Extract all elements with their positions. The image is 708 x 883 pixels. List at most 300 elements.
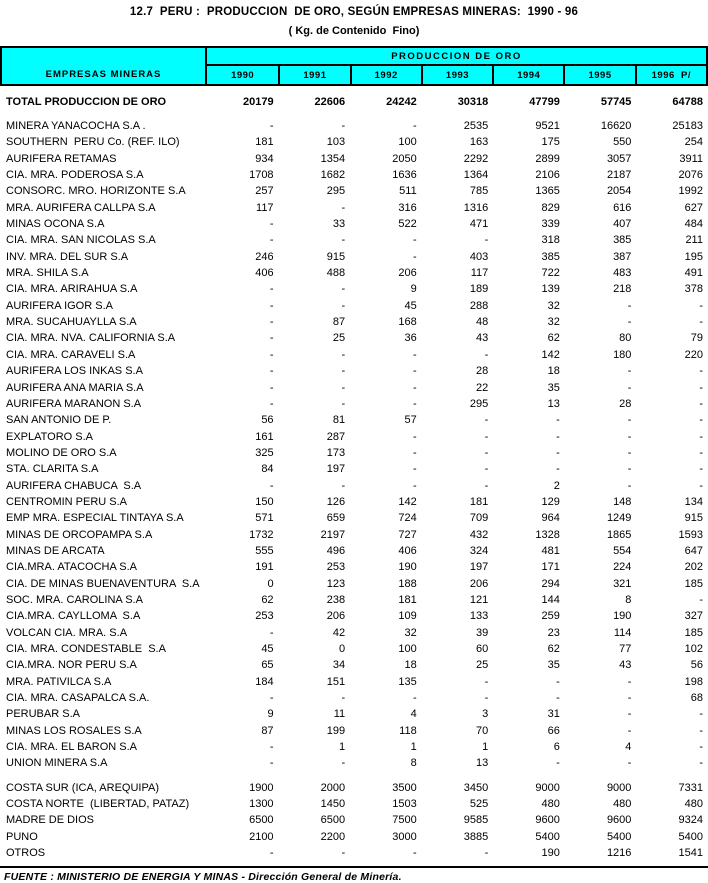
value-cell: 5400 xyxy=(535,830,560,843)
value-cell: 647 xyxy=(684,544,703,557)
value-cell: 385 xyxy=(613,234,632,247)
value-cell: 1593 xyxy=(678,528,703,541)
value-cell: 25 xyxy=(332,332,346,345)
value-cell: 100 xyxy=(398,136,417,149)
value-cell: - xyxy=(556,675,560,688)
company-name: MINAS OCONA S.A xyxy=(6,218,105,231)
value-cell: 9000 xyxy=(606,781,632,794)
value-cell: 189 xyxy=(469,283,489,296)
value-cell: - xyxy=(556,446,560,459)
table-row xyxy=(0,608,708,624)
value-cell: 206 xyxy=(469,577,489,590)
table-row xyxy=(0,134,708,150)
value-cell: 2197 xyxy=(320,528,346,541)
value-cell: 206 xyxy=(398,267,417,280)
value-cell: - xyxy=(627,692,632,705)
value-cell: 62 xyxy=(547,643,560,655)
value-cell: 321 xyxy=(613,577,632,590)
value-cell: - xyxy=(484,479,489,492)
value-cell: 5400 xyxy=(606,830,632,843)
value-cell: 257 xyxy=(255,185,274,198)
value-cell: 198 xyxy=(684,675,703,688)
value-cell: 56 xyxy=(261,414,274,427)
value-cell: - xyxy=(484,463,489,476)
table-row xyxy=(0,461,708,477)
value-cell: 324 xyxy=(469,544,489,557)
value-cell: - xyxy=(627,365,632,378)
value-cell: - xyxy=(627,381,632,394)
value-cell: 133 xyxy=(469,610,489,623)
value-cell: 117 xyxy=(470,267,489,280)
value-cell: 246 xyxy=(255,250,274,263)
value-cell: 64788 xyxy=(672,96,703,108)
value-cell: 139 xyxy=(541,283,560,296)
value-cell: 77 xyxy=(619,643,632,655)
company-name: AURIFERA LOS INKAS S.A xyxy=(6,365,143,378)
value-cell: 57 xyxy=(404,414,417,427)
value-cell: - xyxy=(269,348,274,361)
value-cell: - xyxy=(413,847,417,860)
value-cell: - xyxy=(413,430,417,443)
value-cell: 42 xyxy=(332,626,346,639)
value-cell: 9600 xyxy=(535,814,560,827)
value-cell: 191 xyxy=(255,561,274,574)
value-cell: - xyxy=(627,446,632,459)
company-name: CIA. MRA. NVA. CALIFORNIA S.A xyxy=(6,332,176,345)
value-cell: 121 xyxy=(469,593,489,606)
table-row xyxy=(0,429,708,445)
value-cell: 181 xyxy=(255,136,274,149)
value-cell: 1300 xyxy=(249,798,274,811)
value-cell: 491 xyxy=(684,267,703,280)
value-cell: 199 xyxy=(326,724,346,737)
table-row xyxy=(0,412,708,428)
value-cell: 135 xyxy=(398,675,417,688)
value-cell: 387 xyxy=(613,250,632,263)
value-cell: 1450 xyxy=(320,798,346,811)
value-cell: 43 xyxy=(619,659,632,672)
value-cell: - xyxy=(484,348,489,361)
company-name: CIA. MRA. CARAVELI S.A xyxy=(6,348,136,361)
value-cell: - xyxy=(341,365,346,378)
table-row xyxy=(0,812,708,828)
table-row xyxy=(0,232,708,248)
value-cell: - xyxy=(627,299,632,312)
value-cell: 197 xyxy=(469,561,489,574)
value-cell: 181 xyxy=(469,495,489,508)
value-cell: 3500 xyxy=(392,781,417,794)
table-row xyxy=(0,330,708,346)
value-cell: 103 xyxy=(326,136,346,149)
company-name: MINAS LOS ROSALES S.A xyxy=(6,724,142,737)
value-cell: 1865 xyxy=(606,528,632,541)
value-cell: - xyxy=(699,446,703,459)
company-name: CIA. MRA. SAN NICOLAS S.A xyxy=(6,234,156,247)
value-cell: - xyxy=(269,757,274,770)
value-cell: 9324 xyxy=(678,814,703,827)
value-cell: 915 xyxy=(684,512,703,525)
value-cell: - xyxy=(699,463,703,476)
value-cell: 724 xyxy=(398,512,417,525)
value-cell: 168 xyxy=(398,316,417,329)
value-cell: 62 xyxy=(261,593,274,606)
value-cell: 2054 xyxy=(606,185,632,198)
region-name: COSTA SUR (ICA, AREQUIPA) xyxy=(6,781,160,794)
value-cell: 80 xyxy=(619,332,632,345)
table-row xyxy=(0,445,708,461)
value-cell: - xyxy=(699,397,703,410)
value-cell: 8 xyxy=(410,757,417,770)
value-cell: - xyxy=(413,381,417,394)
year-column-header: 1996 P/ xyxy=(635,66,706,84)
table-row xyxy=(0,494,708,510)
company-name: EMP MRA. ESPECIAL TINTAYA S.A xyxy=(6,512,184,525)
year-column-header: 1992 xyxy=(350,66,421,84)
value-cell: 43 xyxy=(476,332,489,345)
value-cell: - xyxy=(484,414,489,427)
value-cell: 16620 xyxy=(600,120,632,132)
value-cell: 2050 xyxy=(392,152,417,165)
value-cell: 287 xyxy=(326,430,346,443)
table-row xyxy=(0,281,708,297)
company-name: SOC. MRA. CAROLINA S.A xyxy=(6,593,143,606)
value-cell: 915 xyxy=(326,250,346,263)
value-cell: - xyxy=(269,234,274,247)
value-cell: 1 xyxy=(482,741,489,754)
value-cell: 325 xyxy=(255,446,274,459)
table-row xyxy=(0,93,708,111)
value-cell: - xyxy=(269,847,274,860)
company-name: CIA.MRA. ATACOCHA S.A xyxy=(6,561,138,574)
value-cell: 295 xyxy=(326,185,346,198)
value-cell: 9521 xyxy=(535,120,560,132)
value-cell: 288 xyxy=(469,299,489,312)
value-cell: 1636 xyxy=(392,169,417,182)
table-row xyxy=(0,216,708,232)
company-name: MINAS DE ARCATA xyxy=(6,544,105,557)
value-cell: 1 xyxy=(339,741,346,754)
value-cell: - xyxy=(556,430,560,443)
value-cell: 188 xyxy=(398,577,417,590)
table-row xyxy=(0,674,708,690)
value-cell: 102 xyxy=(684,643,703,655)
value-cell: 220 xyxy=(684,348,703,361)
value-cell: 84 xyxy=(261,463,274,476)
value-cell: 25 xyxy=(476,659,489,672)
company-name: CIA. MRA. CONDESTABLE S.A xyxy=(6,643,166,655)
value-cell: 2106 xyxy=(535,169,560,182)
year-column-header: 1994 xyxy=(492,66,563,84)
value-cell: 163 xyxy=(469,136,489,149)
value-cell: - xyxy=(269,218,274,231)
table-row xyxy=(0,314,708,330)
value-cell: - xyxy=(627,316,632,329)
value-cell: 7331 xyxy=(678,781,703,794)
value-cell: 1249 xyxy=(606,512,632,525)
value-cell: 18 xyxy=(547,365,560,378)
value-cell: 1354 xyxy=(320,152,346,165)
value-cell: 81 xyxy=(332,414,346,427)
value-cell: 254 xyxy=(684,136,703,149)
value-cell: 185 xyxy=(684,626,703,639)
value-cell: - xyxy=(699,299,703,312)
value-cell: 134 xyxy=(684,495,703,508)
value-cell: - xyxy=(699,414,703,427)
value-cell: - xyxy=(341,234,346,247)
value-cell: 484 xyxy=(684,218,703,231)
company-name: CENTROMIN PERU S.A xyxy=(6,495,128,508)
value-cell: - xyxy=(413,479,417,492)
table-row xyxy=(0,183,708,199)
table-body xyxy=(0,93,708,861)
value-cell: 35 xyxy=(547,381,560,394)
value-cell: 197 xyxy=(326,463,346,476)
table-row xyxy=(0,559,708,575)
value-cell: - xyxy=(341,120,346,132)
value-cell: 175 xyxy=(541,136,560,149)
value-cell: - xyxy=(413,463,417,476)
value-cell: 2200 xyxy=(320,830,346,843)
value-cell: 4 xyxy=(625,741,632,754)
value-cell: - xyxy=(413,348,417,361)
table-row xyxy=(0,576,708,592)
table-row xyxy=(0,625,708,641)
value-cell: - xyxy=(699,430,703,443)
value-cell: 32 xyxy=(547,299,560,312)
value-cell: 253 xyxy=(326,561,346,574)
value-cell: - xyxy=(627,724,632,737)
value-cell: 339 xyxy=(541,218,560,231)
value-cell: 1365 xyxy=(535,185,560,198)
value-cell: - xyxy=(484,675,489,688)
company-name: CIA. MRA. CASAPALCA S.A. xyxy=(6,692,150,705)
value-cell: 259 xyxy=(541,610,560,623)
value-cell: 785 xyxy=(469,185,489,198)
value-cell: 727 xyxy=(398,528,417,541)
table-row xyxy=(0,780,708,796)
value-cell: - xyxy=(627,414,632,427)
value-cell: - xyxy=(341,201,346,214)
value-cell: 6 xyxy=(553,741,560,754)
company-name: MOLINO DE ORO S.A xyxy=(6,446,117,459)
value-cell: - xyxy=(269,283,274,296)
company-name: MRA. PATIVILCA S.A xyxy=(6,675,112,688)
value-cell: - xyxy=(484,692,489,705)
value-cell: 151 xyxy=(326,675,346,688)
value-cell: 171 xyxy=(541,561,560,574)
value-cell: - xyxy=(269,692,274,705)
value-cell: 32 xyxy=(547,316,560,329)
table-row xyxy=(0,380,708,396)
table-row xyxy=(0,543,708,559)
value-cell: 9585 xyxy=(463,814,489,827)
value-cell: 114 xyxy=(613,626,632,639)
value-cell: 327 xyxy=(684,610,703,623)
value-cell: 385 xyxy=(541,250,560,263)
company-name: EXPLATORO S.A xyxy=(6,430,94,443)
source-footer: FUENTE : MINISTERIO DE ENERGIA Y MINAS - Dirección General de Minería. xyxy=(0,866,708,883)
value-cell: 829 xyxy=(541,201,560,214)
table-row xyxy=(0,167,708,183)
value-cell: - xyxy=(341,283,346,296)
value-cell: 9 xyxy=(410,283,417,296)
value-cell: - xyxy=(699,316,703,329)
value-cell: - xyxy=(627,479,632,492)
table-row xyxy=(0,363,708,379)
value-cell: 123 xyxy=(326,577,346,590)
value-cell: 480 xyxy=(541,798,560,811)
value-cell: 48 xyxy=(476,316,489,329)
value-cell: 22606 xyxy=(314,96,346,108)
value-cell: 195 xyxy=(684,250,703,263)
value-cell: 709 xyxy=(469,512,489,525)
value-cell: - xyxy=(341,348,346,361)
value-cell: 144 xyxy=(541,593,560,606)
value-cell: 109 xyxy=(398,610,417,623)
value-cell: 294 xyxy=(541,577,560,590)
value-cell: - xyxy=(627,757,632,770)
value-cell: 87 xyxy=(261,724,274,737)
value-cell: 2100 xyxy=(249,830,274,843)
column-header-empresas-mineras: EMPRESAS MINERAS xyxy=(2,48,207,84)
company-name: SAN ANTONIO DE P. xyxy=(6,414,112,427)
company-name: VOLCAN CIA. MRA. S.A xyxy=(6,626,128,639)
value-cell: 480 xyxy=(613,798,632,811)
value-cell: - xyxy=(627,675,632,688)
value-cell: 22 xyxy=(476,381,489,394)
column-group-header-produccion: PRODUCCION DE ORO xyxy=(207,48,706,66)
company-name: MINERA YANACOCHA S.A . xyxy=(6,120,146,132)
value-cell: 0 xyxy=(339,643,346,655)
company-name: SOUTHERN PERU Co. (REF. ILO) xyxy=(6,136,180,149)
table-row xyxy=(0,739,708,755)
value-cell: 180 xyxy=(613,348,632,361)
company-name: CIA. MRA. EL BARON S.A xyxy=(6,741,138,754)
company-name: AURIFERA IGOR S.A xyxy=(6,299,113,312)
value-cell: 1708 xyxy=(249,169,274,182)
region-name: COSTA NORTE (LIBERTAD, PATAZ) xyxy=(6,798,190,811)
table-header-right xyxy=(207,48,706,84)
company-name: MRA. SHILA S.A xyxy=(6,267,89,280)
value-cell: 511 xyxy=(399,185,417,198)
value-cell: 20179 xyxy=(242,96,274,108)
value-cell: 964 xyxy=(541,512,560,525)
value-cell: 190 xyxy=(613,610,632,623)
table-row xyxy=(0,706,708,722)
value-cell: 45 xyxy=(404,299,417,312)
value-cell: - xyxy=(341,479,346,492)
value-cell: - xyxy=(269,626,274,639)
value-cell: 1503 xyxy=(392,798,417,811)
value-cell: 87 xyxy=(332,316,346,329)
value-cell: - xyxy=(269,120,274,132)
value-cell: - xyxy=(556,692,560,705)
value-cell: 60 xyxy=(476,643,489,655)
company-name: STA. CLARITA S.A xyxy=(6,463,99,476)
value-cell: 224 xyxy=(613,561,632,574)
value-cell: 2187 xyxy=(606,169,632,182)
value-cell: 173 xyxy=(326,446,346,459)
company-name: CONSORC. MRO. HORIZONTE S.A xyxy=(6,185,186,198)
company-name: CIA. MRA. ARIRAHUA S.A xyxy=(6,283,138,296)
table-row xyxy=(0,478,708,494)
page-title: 12.7 PERU : PRODUCCION DE ORO, SEGÚN EMPRESAS MINERAS: 1990 - 96 xyxy=(129,6,579,18)
value-cell: 3000 xyxy=(392,830,417,843)
value-cell: 3057 xyxy=(606,152,632,165)
table-row xyxy=(0,845,708,861)
value-cell: - xyxy=(413,397,417,410)
value-cell: 2000 xyxy=(320,781,346,794)
value-cell: - xyxy=(699,593,703,606)
value-cell: 9 xyxy=(267,708,274,721)
company-name: AURIFERA MARANON S.A xyxy=(6,397,142,410)
company-name: MRA. AURIFERA CALLPA S.A xyxy=(6,201,156,214)
value-cell: 295 xyxy=(469,397,489,410)
table-row xyxy=(0,118,708,134)
value-cell: 185 xyxy=(684,577,703,590)
value-cell: 62 xyxy=(547,332,560,345)
value-cell: 190 xyxy=(541,847,560,860)
value-cell: 7500 xyxy=(392,814,417,827)
value-cell: 3885 xyxy=(463,830,489,843)
value-cell: 100 xyxy=(398,643,417,655)
value-cell: 1364 xyxy=(463,169,489,182)
value-cell: 432 xyxy=(469,528,489,541)
table-row xyxy=(0,151,708,167)
value-cell: 24242 xyxy=(386,96,417,108)
year-column-header: 1995 xyxy=(563,66,634,84)
value-cell: 57745 xyxy=(600,96,632,108)
value-cell: 0 xyxy=(267,577,274,590)
value-cell: 206 xyxy=(326,610,346,623)
value-cell: - xyxy=(341,757,346,770)
value-cell: - xyxy=(556,463,560,476)
company-name: CIA. DE MINAS BUENAVENTURA S.A xyxy=(6,577,200,590)
value-cell: 1682 xyxy=(320,169,346,182)
value-cell: 66 xyxy=(547,724,560,737)
value-cell: 1316 xyxy=(463,201,489,214)
value-cell: 25183 xyxy=(672,120,703,132)
value-cell: 184 xyxy=(255,675,274,688)
year-column-header: 1993 xyxy=(421,66,492,84)
value-cell: 1216 xyxy=(606,847,632,860)
table-row xyxy=(0,347,708,363)
value-cell: 13 xyxy=(476,757,489,770)
table-row xyxy=(0,265,708,281)
value-cell: 202 xyxy=(684,561,703,574)
value-cell: - xyxy=(269,397,274,410)
value-cell: 118 xyxy=(399,724,417,737)
value-cell: 378 xyxy=(684,283,703,296)
value-cell: 13 xyxy=(547,397,560,410)
value-cell: 6500 xyxy=(320,814,346,827)
table-row xyxy=(0,723,708,739)
value-cell: 126 xyxy=(326,495,346,508)
value-cell: - xyxy=(413,446,417,459)
value-cell: 3450 xyxy=(463,781,489,794)
table-row xyxy=(0,592,708,608)
table-row xyxy=(0,755,708,771)
value-cell: - xyxy=(269,381,274,394)
region-name: PUNO xyxy=(6,830,38,843)
value-cell: 150 xyxy=(255,495,274,508)
value-cell: - xyxy=(627,708,632,721)
table-row xyxy=(0,641,708,657)
value-cell: 148 xyxy=(613,495,632,508)
value-cell: 550 xyxy=(613,136,632,149)
value-cell: 65 xyxy=(261,659,274,672)
value-cell: - xyxy=(627,463,632,476)
